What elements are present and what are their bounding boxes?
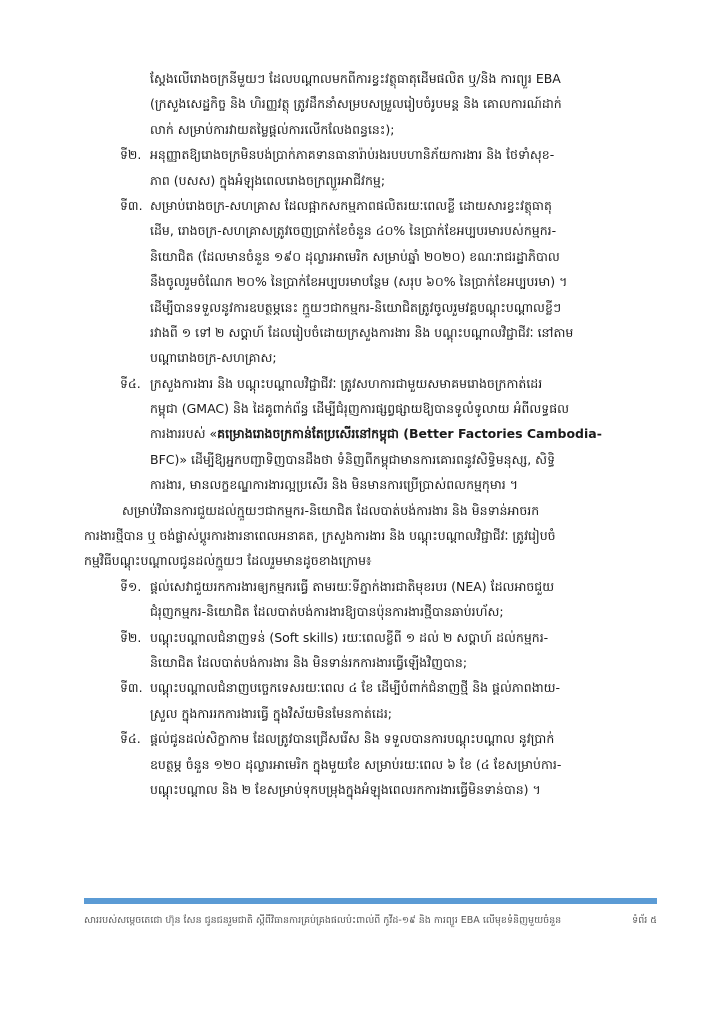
bfc-project-name: គម្រោងរោងចក្រកាន់តែប្រសើរនៅកម្ពុជា (Better Factories Cambodia- bbox=[217, 426, 602, 442]
list-item-text: ផ្តល់សេវាជួយរកការងារឲ្យកម្មករធ្វើ តាមរយៈទីភ្នាក់ងារជាតិមុខរបរ (NEA) ដែលអាចជួយ bbox=[150, 578, 555, 594]
list-item bbox=[0, 726, 724, 802]
bfc-prefix: ការងាររបស់ « bbox=[150, 426, 218, 442]
list-item-number: ទី៣. bbox=[120, 680, 143, 696]
list-item-line: ជំរុញកម្មករ-និយោជិត ដែលបាត់បង់ការងារឱ្យបានប៉ុនការងារថ្មីបានឆាប់រហ័ស; bbox=[150, 604, 504, 620]
list-item-line: ដើម្បីបានទទួលនូវការឧបត្ថម្ភនេះ ក្មួយៗជាកម្មករ-និយោជិតត្រូវចូលរួមវគ្គបណ្ដុះបណ្ដាលខ្លីៗ bbox=[150, 299, 562, 315]
list-item-text: សម្រាប់រោងចក្រ-សហគ្រាស ដែលផ្អាកសកម្មភាពផលិតរយៈពេលខ្លី ដោយសារខ្វះវត្ថុធាតុ bbox=[150, 197, 552, 213]
list-item-first-line bbox=[0, 726, 724, 751]
page-number: ទំព័រ ៥ bbox=[632, 915, 657, 926]
list-item-number: ទី២. bbox=[120, 629, 142, 645]
list-item-first-line bbox=[0, 675, 724, 700]
footer-text: សាររបស់សម្តេចតេជោ ហ៊ុន សែន ជូនជនរួមជាតិ ស្តីពីវិធានការគ្រប់គ្រងផលប៉ះពាល់ពី កូវីដ-១៩ និង ការព្យួរ EBA លើមុខទំនិញមួយចំនួន bbox=[84, 915, 562, 926]
list-item-line: និយោជិត (ដែលមានចំនួន ១៩០ ដុល្លារអាមេរិក សម្រាប់ឆ្នាំ ២០២០) ខណៈរាជរដ្ឋាភិបាល bbox=[150, 248, 560, 264]
list-item-text: បណ្តុះបណ្តាលជំនាញបច្ចេកទេសរយៈពេល ៤ ខែ ដើម្បីបំពាក់ជំនាញថ្មី និង ផ្តល់ភាពងាយ- bbox=[150, 680, 561, 696]
list-item-line: ដើម, រោងចក្រ-សហគ្រាសត្រូវចេញប្រាក់ខែចំនួន ៤០% នៃប្រាក់ខែអប្បបរមារបស់កម្មករ- bbox=[150, 223, 557, 239]
list-item-line: រវាងពី ១ ទៅ ២ សប្ដាហ៍ ដែលរៀបចំដោយក្រសួងការងារ និង បណ្តុះបណ្តាលវិជ្ជាជីវៈ នៅតាម bbox=[150, 324, 574, 340]
list-item-first-line bbox=[0, 625, 724, 650]
list-item-line: កម្ពុជា (GMAC) និង ដៃគូពាក់ព័ន្ធ ដើម្បីជំរុញការផ្សព្វផ្សាយឱ្យបានទូលំទូលាយ អំពីលទ្ធផល bbox=[150, 401, 570, 417]
list-item-line: ការងារ, មានលក្ខខណ្ឌការងារល្អប្រសើរ និង មិនមានការប្រើប្រាស់ពលកម្មកុមារ ។ bbox=[150, 477, 518, 493]
list-item bbox=[0, 675, 724, 726]
list-item-first-line bbox=[0, 371, 724, 396]
intro-line: លាក់ សម្រាប់ការវាយតម្លៃផ្តល់ការលើកលែងពន្ធនេះ); bbox=[150, 121, 395, 137]
list-item bbox=[0, 142, 724, 193]
list-item-number: ទី៤. bbox=[120, 731, 141, 747]
list-item-line: បណ្តុះបណ្តាល និង ២ ខែសម្រាប់ទុកបម្រុងក្នុងអំឡុងពេលរកការងារធ្វើមិនទាន់បាន) ។ bbox=[150, 781, 541, 797]
list-item-line: BFC)» ដើម្បីឱ្យអ្នកបញ្ជាទិញបានដឹងថា ទំនិញពីកម្ពុជាមានការគោរពនូវសិទ្ធិមនុស្ស, សិទ្ធិ bbox=[150, 451, 556, 467]
list-item-first-line bbox=[0, 193, 724, 218]
paragraph-line: ការងារថ្មីបាន ឬ ចង់ផ្លាស់ប្តូរការងារនាពេលអនាគត, ក្រសួងការងារ និង បណ្តុះបណ្តាលវិជ្ជាជីវៈ ត្រូវរៀបចំ bbox=[84, 528, 556, 544]
list-item-number: ទី១. bbox=[120, 578, 142, 594]
list-item-line: បណ្តារោងចក្រ-សហគ្រាស; bbox=[150, 350, 277, 366]
list-item-line: និយោជិត ដែលបាត់បង់ការងារ និង មិនទាន់រកការងារធ្វើឡើងវិញបាន; bbox=[150, 654, 468, 670]
list-item-text: ផ្តល់ជូនដល់សិក្ខាកាម ដែលត្រូវបានជ្រើសរើស និង ទទួលបានការបណ្តុះបណ្តាល នូវប្រាក់ bbox=[150, 731, 555, 747]
list-item bbox=[0, 625, 724, 676]
list-item-text: បណ្តុះបណ្តាលជំនាញទន់ (Soft skills) រយៈពេលខ្លីពី ១ ដល់ ២ សប្តាហ៍ ដល់កម្មករ- bbox=[150, 629, 549, 645]
list-item-line: ឧបត្ថម្ភ ចំនួន ១២០ ដុល្លារអាមេរិក ក្នុងមួយខែ សម្រាប់រយៈពេល ៦ ខែ (៤ ខែសម្រាប់ការ- bbox=[150, 756, 562, 772]
list-item bbox=[0, 371, 724, 498]
list-item-first-line bbox=[0, 574, 724, 599]
paragraph-first-line: សម្រាប់វិធានការជួយដល់ក្មួយៗជាកម្មករ-និយោជិត ដែលបាត់បង់ការងារ និង មិនទាន់អាចរក bbox=[122, 502, 540, 518]
list-item bbox=[0, 193, 724, 371]
list-item-number: ទី២. bbox=[120, 147, 142, 163]
intro-line: (ក្រសួងសេដ្ឋកិច្ច និង ហិរញ្ញវត្ថុ ត្រូវដឹកនាំសម្របសម្រួលរៀបចំរូបមន្ត និង គោលការណ៍ដាក់ bbox=[150, 96, 562, 112]
list-item-line: ស្រួល ក្នុងការរកការងារធ្វើ ក្នុងវិស័យមិនមែនកាត់ដេរ; bbox=[150, 705, 393, 721]
list-item-line bbox=[0, 421, 724, 446]
list-item-line: នឹងចូលរួមចំណែក ២០% នៃប្រាក់ខែអប្បបរមាបន្ថែម (សរុប ៦០% នៃប្រាក់ខែអប្បបរមា) ។ bbox=[150, 274, 568, 290]
list-item-line: ភាព (បសស) ក្នុងអំឡុងពេលរោងចក្រព្យួរអាជីវកម្ម; bbox=[150, 172, 386, 188]
list-item bbox=[0, 574, 724, 625]
list-item-first-line bbox=[0, 142, 724, 167]
list-item-text: អនុញ្ញាតឱ្យរោងចក្រមិនបង់ប្រាក់ភាគទានធានារ៉ាប់រងរបបហានិភ័យការងារ និង ថែទាំសុខ- bbox=[150, 147, 555, 163]
paragraph-line: កម្មវិធីបណ្តុះបណ្តាលជូនដល់ក្មួយៗ ដែលរួមមានដូចខាងក្រោម៖ bbox=[84, 553, 372, 569]
footer-rule bbox=[84, 898, 657, 904]
intro-line: ស្តែងលើរោងចក្រនីមួយៗ ដែលបណ្តាលមកពីការខ្វះវត្ថុធាតុដើមផលិត ឬ/និង ការព្យួរ EBA bbox=[150, 71, 561, 86]
list-item-text: ក្រសួងការងារ និង បណ្តុះបណ្តាលវិជ្ជាជីវៈ ត្រូវសហការជាមួយសមាគមរោងចក្រកាត់ដេរ bbox=[150, 375, 543, 391]
document-body bbox=[0, 66, 724, 802]
list-item-number: ទី៣. bbox=[120, 197, 143, 213]
list-item-number: ទី៤. bbox=[120, 375, 141, 391]
